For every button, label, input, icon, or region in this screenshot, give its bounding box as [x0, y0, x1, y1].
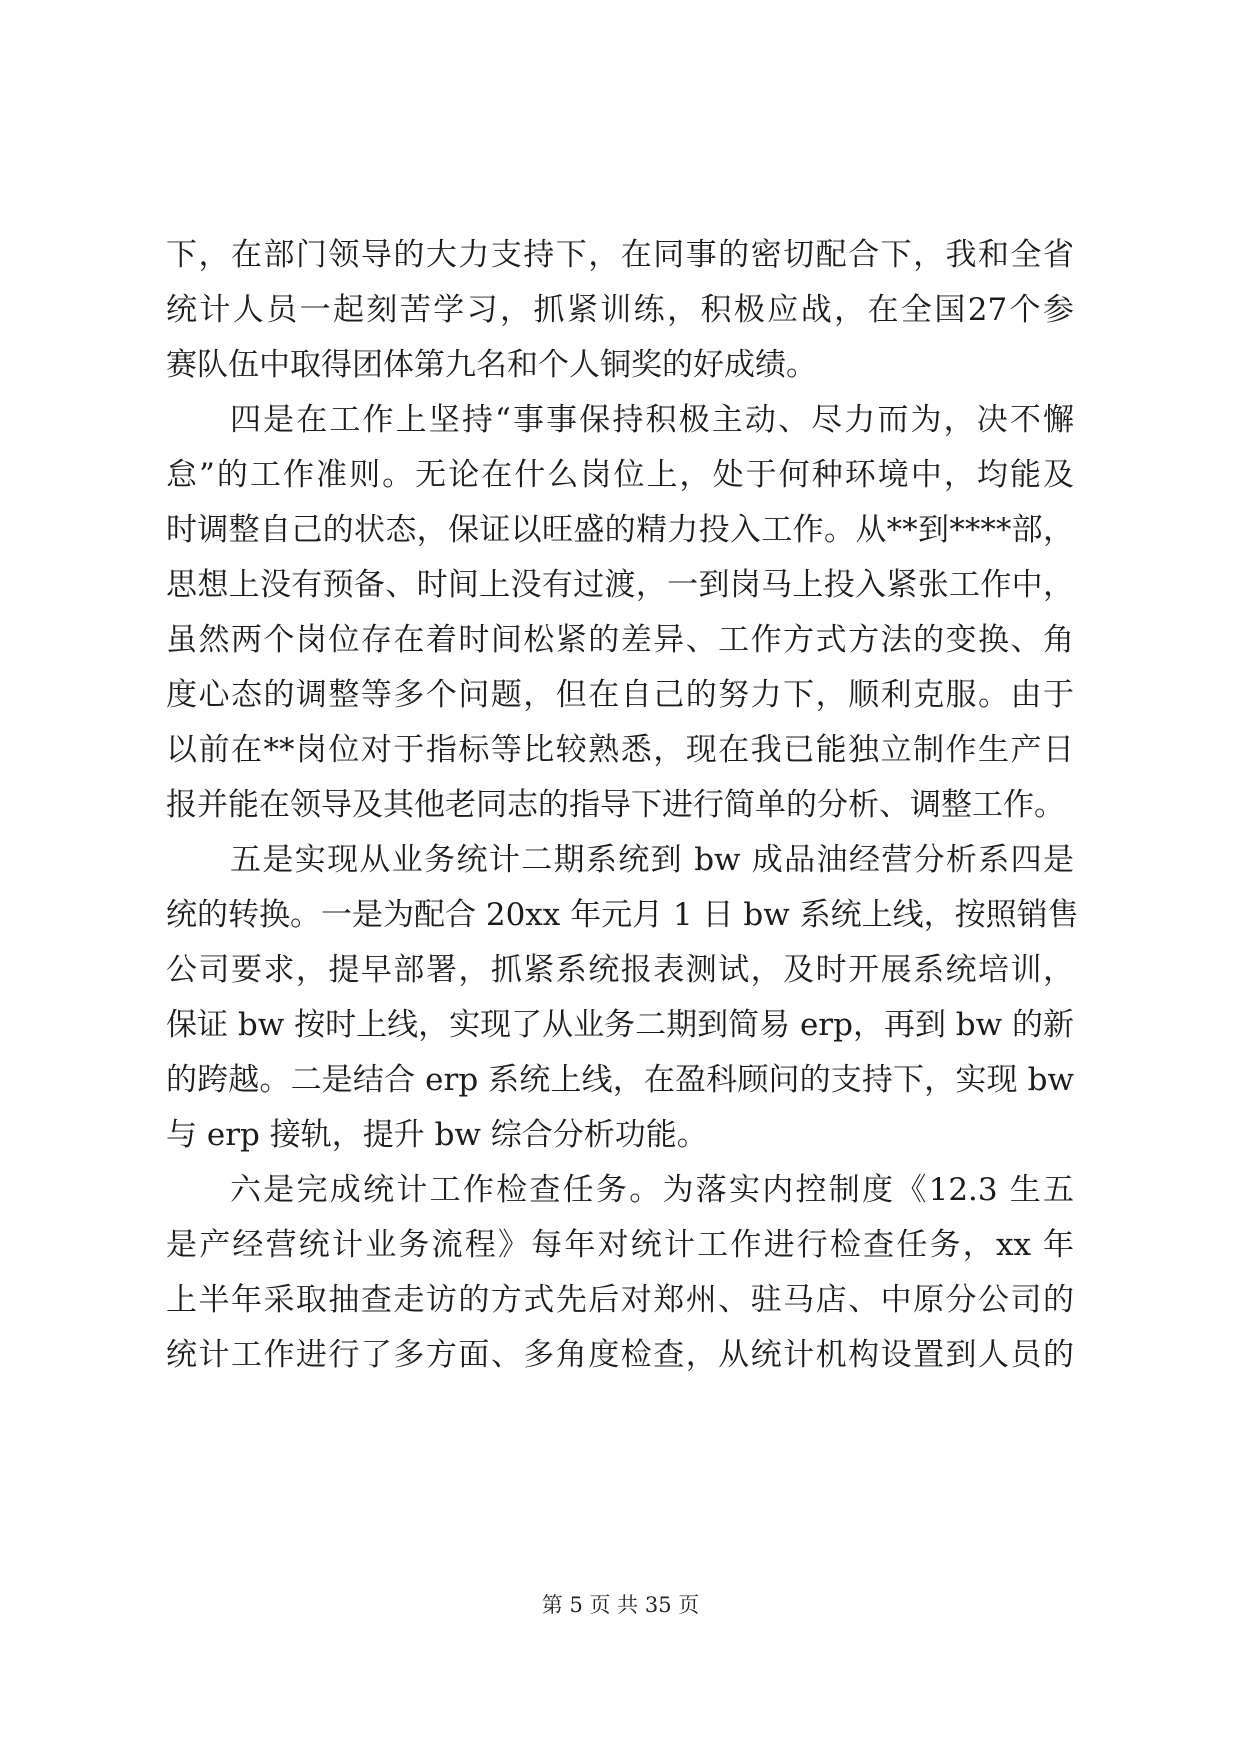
text-line: 下，在部门领导的大力支持下，在同事的密切配合下，我和全省 [166, 237, 1074, 273]
text-line: 的跨越。二是结合 erp 系统上线，在盈科顾问的支持下，实现 bw [166, 1062, 1074, 1098]
text-line: 五是实现从业务统计二期系统到 bw 成品油经营分析系四是 [230, 842, 1074, 878]
text-line: 与 erp 接轨，提升 bw 综合分析功能。 [166, 1117, 708, 1153]
text-line: 赛队伍中取得团体第九名和个人铜奖的好成绩。 [166, 347, 817, 383]
text-line: 以前在**岗位对于指标等比较熟悉，现在我已能独立制作生产日 [166, 732, 1074, 768]
text-line: 报并能在领导及其他老同志的指导下进行简单的分析、调整工作。 [166, 787, 1065, 823]
text-line: 统计工作进行了多方面、多角度检查，从统计机构设置到人员的 [166, 1337, 1074, 1373]
text-line: 四是在工作上坚持“事事保持积极主动、尽力而为，决不懈 [230, 402, 1074, 438]
text-line: 时调整自己的状态，保证以旺盛的精力投入工作。从**到****部， [166, 512, 1074, 548]
text-line: 怠”的工作准则。无论在什么岗位上，处于何种环境中，均能及 [166, 457, 1074, 493]
text-line: 是产经营统计业务流程》每年对统计工作进行检查任务，xx 年 [166, 1227, 1074, 1263]
paragraph-1 [166, 228, 1074, 393]
text-line: 六是完成统计工作检查任务。为落实内控制度《12.3 生五 [230, 1172, 1074, 1208]
paragraph-3 [166, 833, 1079, 1163]
paragraph-4 [166, 1163, 1074, 1383]
text-line: 统计人员一起刻苦学习，抓紧训练，积极应战，在全国27个参 [166, 292, 1074, 328]
text-line: 度心态的调整等多个问题，但在自己的努力下，顺利克服。由于 [166, 677, 1074, 713]
text-line: 保证 bw 按时上线，实现了从业务二期到简易 erp，再到 bw 的新 [166, 1007, 1075, 1043]
text-line: 上半年采取抽查走访的方式先后对郑州、驻马店、中原分公司的 [166, 1282, 1074, 1318]
page-number-footer: 第 5 页 共 35 页 [541, 1593, 700, 1617]
body-text [166, 228, 1079, 1383]
paragraph-2 [166, 393, 1074, 833]
text-line: 虽然两个岗位存在着时间松紧的差异、工作方式方法的变换、角 [166, 622, 1074, 658]
text-line: 公司要求，提早部署，抓紧系统报表测试，及时开展系统培训， [166, 952, 1074, 988]
text-line: 统的转换。一是为配合 20xx 年元月 1 日 bw 系统上线，按照销售 [166, 897, 1079, 933]
text-line: 思想上没有预备、时间上没有过渡，一到岗马上投入紧张工作中， [166, 567, 1074, 603]
